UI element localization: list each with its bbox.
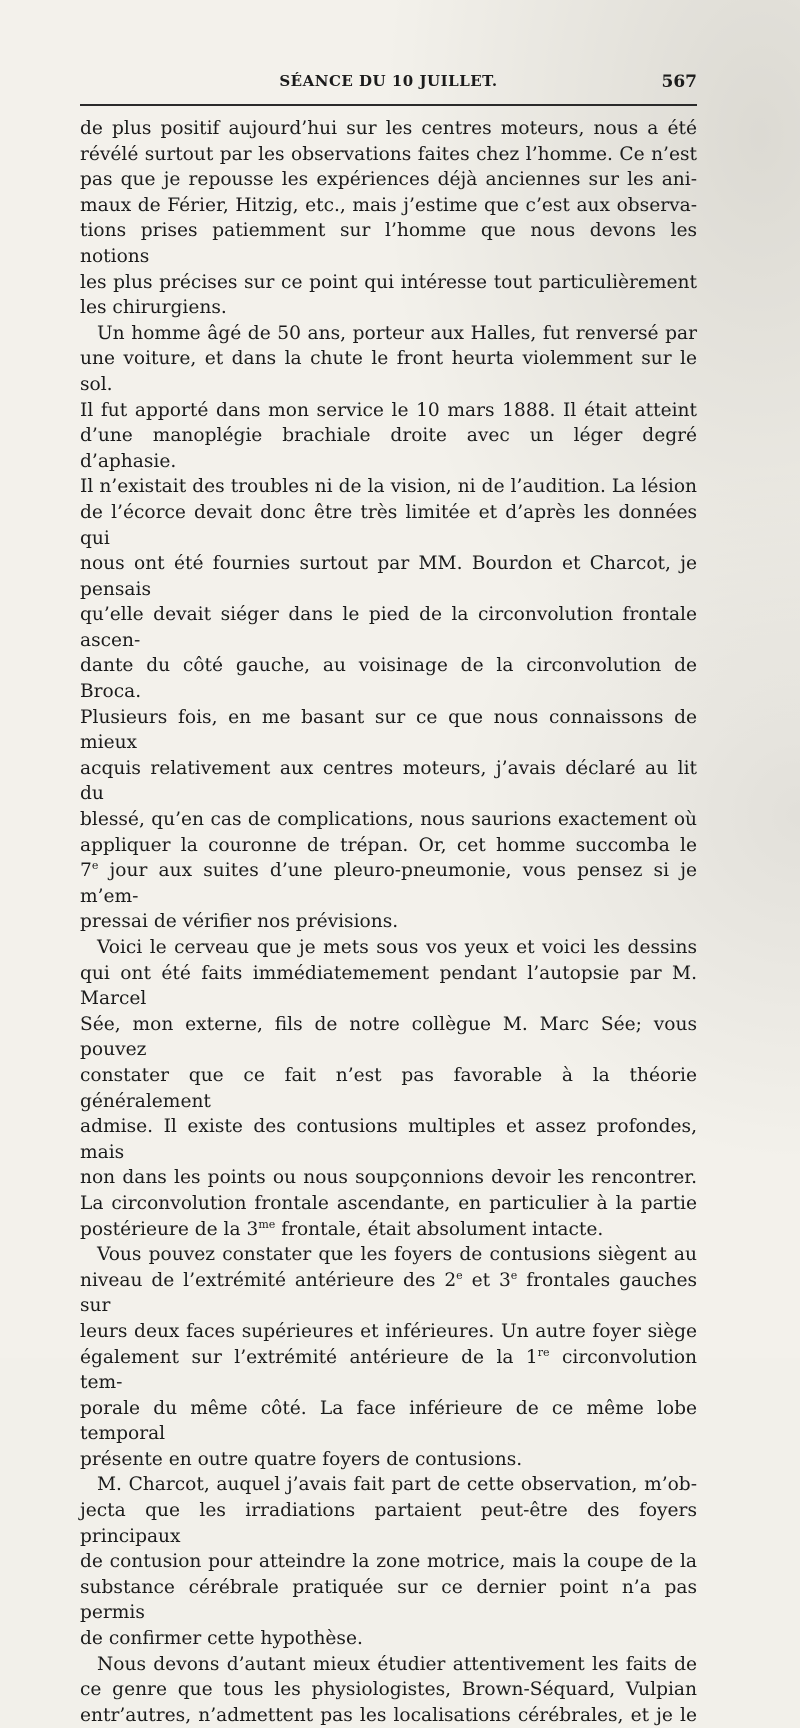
text-segment: niveau de l’extrémité antérieure des 2 bbox=[80, 1269, 457, 1291]
text-line: La circonvolution frontale ascendante, en particulier à la partie bbox=[80, 1192, 697, 1214]
text-line: révélé surtout par les observations faites chez l’homme. Ce n’est bbox=[80, 143, 697, 165]
superscript: e bbox=[456, 1268, 463, 1282]
text-line: M. Charcot, auquel j’avais fait part de cette observation, m’ob- bbox=[97, 1474, 697, 1496]
text-segment: et 3 bbox=[462, 1269, 511, 1291]
body-text bbox=[80, 116, 697, 1728]
text-line: Un homme âgé de 50 ans, porteur aux Halles, fut renversé par bbox=[97, 322, 697, 344]
text-line: pas que je repousse les expériences déjà anciennes sur les ani- bbox=[80, 169, 697, 191]
text-line: maux de Férier, Hitzig, etc., mais j’estime que c’est aux observa- bbox=[80, 194, 697, 216]
text-line: tions prises patiemment sur l’homme que nous devons les notions bbox=[80, 220, 697, 267]
text-line bbox=[80, 1268, 697, 1319]
text-line bbox=[80, 1217, 697, 1243]
text-line: qu’elle devait siéger dans le pied de la circonvolution frontale ascen- bbox=[80, 604, 697, 651]
text-segment: jour aux suites d’une pleuro-pneumonie, vous pensez si je m’em- bbox=[80, 860, 697, 907]
page-header bbox=[80, 72, 697, 102]
text-line: jecta que les irradiations partaient peut-être des foyers principaux bbox=[80, 1500, 697, 1547]
superscript: re bbox=[537, 1345, 550, 1359]
text-line: acquis relativement aux centres moteurs, j’avais déclaré au lit du bbox=[80, 757, 697, 805]
text-line: leurs deux faces supérieures et inférieures. Un autre foyer siège bbox=[80, 1320, 697, 1342]
text-line: Voici le cerveau que je mets sous vos yeux et voici les dessins bbox=[97, 937, 697, 958]
text-line: dante du côté gauche, au voisinage de la circonvolution de Broca. bbox=[80, 655, 697, 703]
superscript: e bbox=[91, 859, 99, 873]
page-number: 567 bbox=[661, 72, 697, 92]
text-line: d’une manoplégie brachiale droite avec un léger degré d’aphasie. bbox=[80, 425, 697, 472]
running-title: SÉANCE DU 10 JUILLET. bbox=[279, 72, 498, 90]
text-segment: frontale, était absolument intacte. bbox=[275, 1218, 604, 1240]
text-line: une voiture, et dans la chute le front heurta violemment sur le sol. bbox=[80, 348, 697, 395]
text-line: porale du même côté. La face inférieure de ce même lobe temporal bbox=[80, 1397, 697, 1445]
text-line: de plus positif aujourd’hui sur les centres moteurs, nous a été bbox=[80, 118, 697, 139]
text-line: Plusieurs fois, en me basant sur ce que nous connaissons de mieux bbox=[80, 706, 697, 754]
text-line: ce genre que tous les physiologistes, Brown-Séquard, Vulpian bbox=[80, 1679, 697, 1701]
superscript: me bbox=[258, 1217, 276, 1231]
text-line: appliquer la couronne de trépan. Or, cet homme succomba le bbox=[80, 834, 697, 856]
text-segment: postérieure de la 3 bbox=[80, 1218, 259, 1240]
text-line: non dans les points ou nous soupçonnions devoir les rencontrer. bbox=[80, 1167, 697, 1189]
text-line: de confirmer cette hypothèse. bbox=[80, 1628, 363, 1650]
text-line bbox=[80, 1345, 697, 1396]
text-line: Nous devons d’autant mieux étudier attentivement les faits de bbox=[97, 1653, 697, 1675]
text-line: présente en outre quatre foyers de contusions. bbox=[80, 1448, 523, 1470]
text-line: les plus précises sur ce point qui intéresse tout particulièrement bbox=[80, 271, 697, 293]
text-line: de contusion pour atteindre la zone motrice, mais la coupe de la bbox=[80, 1551, 697, 1573]
text-line: nous ont été fournies surtout par MM. Bourdon et Charcot, je pensais bbox=[80, 553, 697, 600]
text-line: entr’autres, n’admettent pas les localisations cérébrales, et je le bbox=[80, 1704, 697, 1726]
text-line: Sée, mon externe, fils de notre collègue M. Marc Sée; vous pouvez bbox=[80, 1013, 697, 1061]
text-line: substance cérébrale pratiquée sur ce dernier point n’a pas permis bbox=[80, 1576, 697, 1624]
text-line: qui ont été faits immédiatemement pendant l’autopsie par M. Marcel bbox=[80, 962, 697, 1010]
text-line: blessé, qu’en cas de complications, nous saurions exactement où bbox=[80, 809, 697, 831]
text-line: pressai de vérifier nos prévisions. bbox=[80, 911, 399, 933]
text-segment: également sur l’extrémité antérieure de la 1 bbox=[80, 1346, 538, 1368]
text-segment: circonvolution tem- bbox=[80, 1346, 697, 1394]
text-line: les chirurgiens. bbox=[80, 297, 227, 319]
text-line: Il fut apporté dans mon service le 10 mars 1888. Il était atteint bbox=[80, 399, 697, 421]
superscript: e bbox=[510, 1268, 518, 1282]
text-line: Vous pouvez constater que les foyers de contusions siègent au bbox=[97, 1244, 697, 1266]
text-segment: frontales gauches sur bbox=[80, 1269, 697, 1317]
text-line: admise. Il existe des contusions multiples et assez profondes, mais bbox=[80, 1116, 697, 1163]
text-segment: 7 bbox=[80, 860, 92, 882]
text-line bbox=[80, 858, 697, 909]
text-line: Il n’existait des troubles ni de la vision, ni de l’audition. La lésion bbox=[80, 476, 697, 498]
header-rule bbox=[80, 104, 697, 106]
text-line: constater que ce fait n’est pas favorable à la théorie généralement bbox=[80, 1064, 697, 1112]
text-line: de l’écorce devait donc être très limitée et d’après les données qui bbox=[80, 501, 697, 549]
